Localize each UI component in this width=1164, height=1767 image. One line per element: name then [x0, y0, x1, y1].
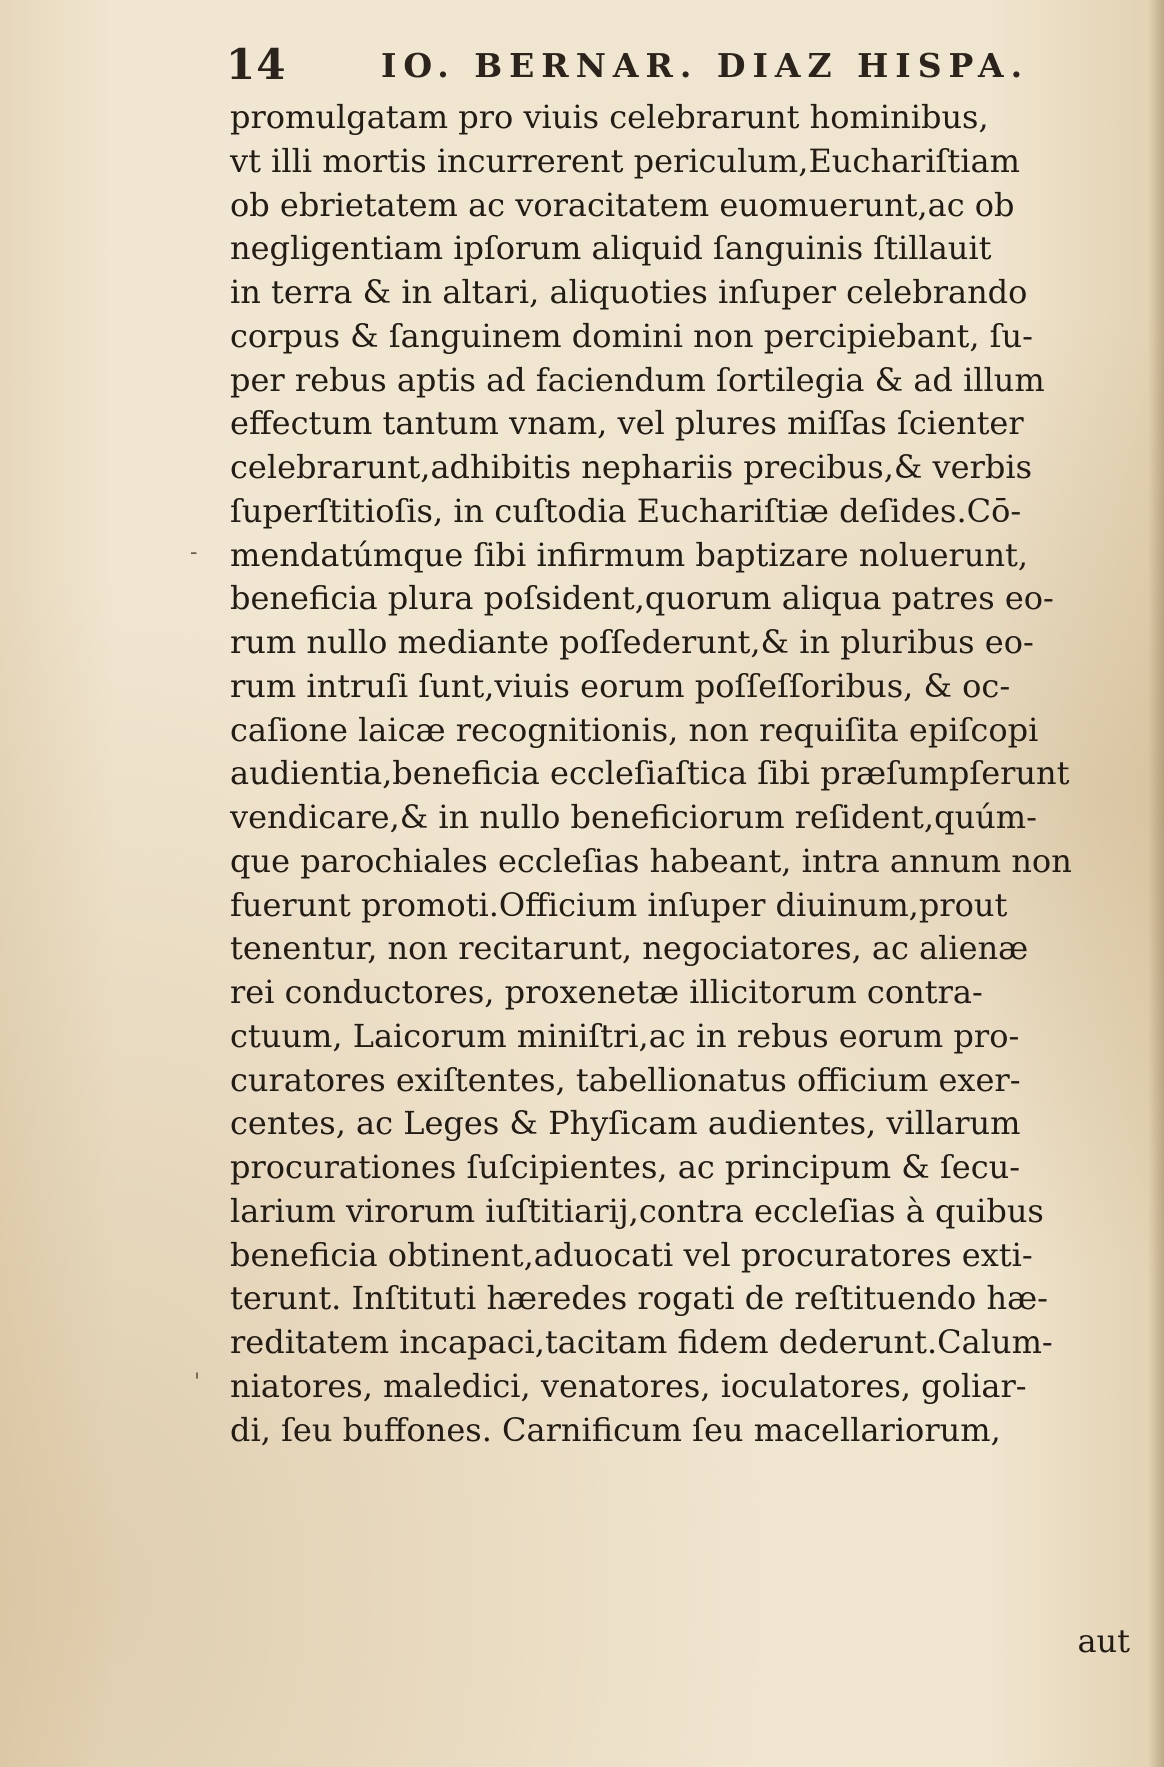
text-line: beneficia plura poſsident,quorum aliqua patres eo- — [230, 579, 1054, 618]
body-text — [230, 96, 1130, 1452]
text-line: centes, ac Leges & Phyſicam audientes, villarum — [230, 1104, 1021, 1143]
catchword: aut — [1077, 1622, 1130, 1660]
margin-tick-mark: ' — [194, 1370, 201, 1395]
page-gutter-shadow — [1148, 0, 1164, 1767]
text-line: vendicare,& in nullo beneficiorum reſident,quúm- — [230, 798, 1037, 836]
text-line: in terra & in altari, aliquoties inſuper celebrando — [230, 273, 1028, 311]
text-line: rum intruſi ſunt,viuis eorum poſſeſſoribus, & oc- — [230, 666, 1011, 705]
text-line: terunt. Inſtituti hæredes rogati de reſtituendo hæ- — [230, 1279, 1048, 1318]
running-head: IO. BERNAR. DIAZ HISPA. — [381, 46, 1030, 85]
text-line: rei conductores, proxenetæ illicitorum contra- — [230, 973, 983, 1011]
text-line: que parochiales eccleſias habeant, intra annum non — [230, 841, 1072, 880]
text-line: beneficia obtinent,aduocati vel procuratores exti- — [230, 1235, 1033, 1274]
text-line: promulgatam pro viuis celebrarunt hominibus, — [230, 98, 989, 136]
text-line: fuerunt promoti.Officium inſuper diuinum,prout — [230, 885, 1008, 924]
text-line: ctuum, Laicorum miniſtri,ac in rebus eorum pro- — [230, 1016, 1020, 1055]
text-line: audientia,beneficia eccleſiaſtica ſibi præſumpſerunt — [230, 754, 1070, 793]
text-line: celebrarunt,adhibitis nephariis precibus,& verbis — [230, 448, 1032, 486]
text-line: procurationes ſuſcipientes, ac principum & ſecu- — [230, 1148, 1021, 1186]
margin-dash-mark: - — [190, 540, 198, 565]
text-line: reditatem incapaci,tacitam fidem dederunt.Calum- — [230, 1323, 1053, 1361]
text-line: rum nullo mediante poſſederunt,& in pluribus eo- — [230, 623, 1034, 661]
text-line: vt illi mortis incurrerent periculum,Euchariſtiam — [230, 141, 1020, 180]
text-line: effectum tantum vnam, vel plures miſſas ſcienter — [230, 404, 1024, 443]
text-line: ob ebrietatem ac voracitatem euomuerunt,ac ob — [230, 185, 1015, 224]
text-line: curatores exiſtentes, tabellionatus officium exer- — [230, 1060, 1021, 1099]
page-number: 14 — [226, 40, 287, 89]
text-line: tenentur, non recitarunt, negociatores, ac alienæ — [230, 929, 1029, 968]
text-line: larium virorum iuſtitiarij,contra eccleſias à quibus — [230, 1191, 1044, 1230]
text-line: di, ſeu buffones. Carnificum ſeu macellariorum, — [230, 1410, 1001, 1449]
text-line: negligentiam ipſorum aliquid ſanguinis ſtillauit — [230, 229, 992, 268]
catchword-row — [230, 1616, 1130, 1666]
text-line: niatores, maledici, venatores, ioculatores, goliar- — [230, 1366, 1027, 1405]
page-header — [226, 40, 1030, 96]
text-line: corpus & ſanguinem domini non percipiebant, ſu- — [230, 316, 1033, 355]
text-line: mendatúmque ſibi infirmum baptizare noluerunt, — [230, 535, 1029, 574]
text-line: per rebus aptis ad faciendum ſortilegia & ad illum — [230, 360, 1045, 399]
text-line: caſione laicæ recognitionis, non requiſita epiſcopi — [230, 710, 1039, 749]
text-line: ſuperſtitioſis, in cuſtodia Euchariſtiæ deſides.Cō- — [230, 491, 1022, 530]
